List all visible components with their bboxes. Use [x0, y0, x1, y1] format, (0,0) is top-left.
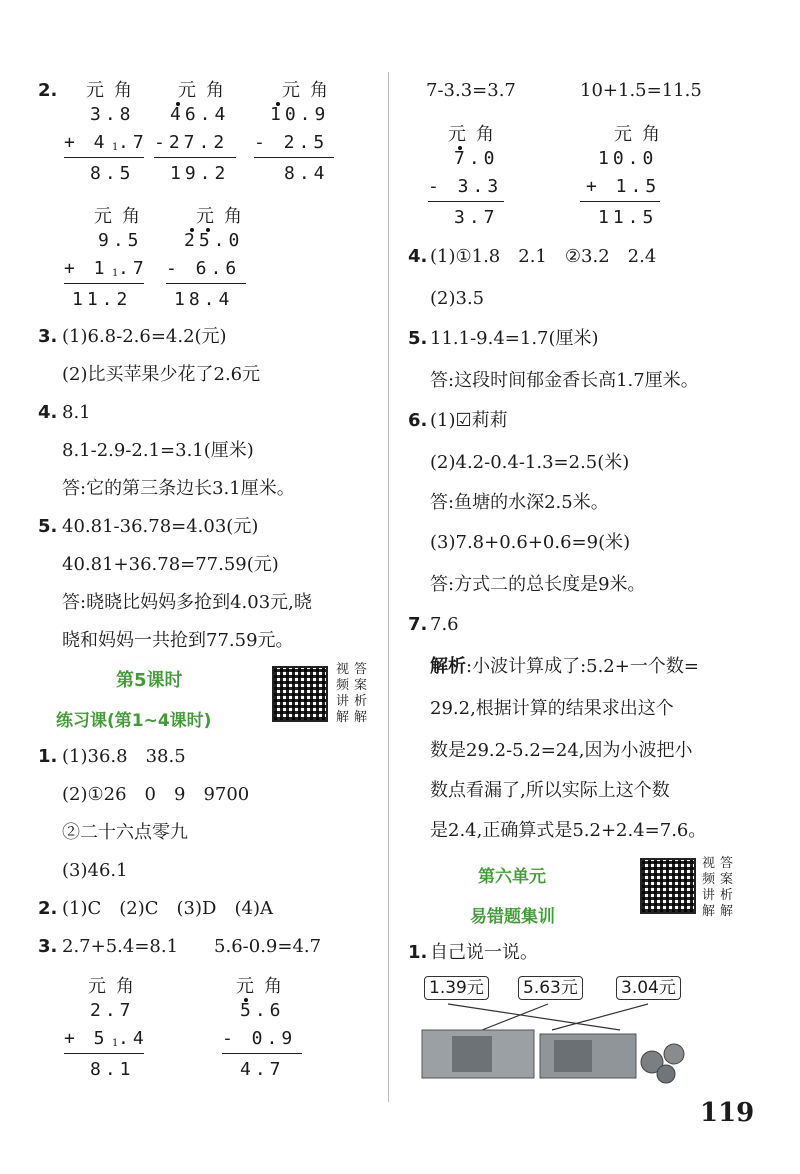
analysis-line [430, 656, 699, 678]
calc-top: 10.0 [598, 148, 658, 169]
qr-code-icon[interactable] [640, 858, 696, 914]
q4-label: 4. [408, 246, 428, 267]
answer-line: 7.6 [430, 614, 459, 635]
match-line [448, 1004, 620, 1030]
calc-rule [154, 157, 236, 158]
calc-op: + 1.5 [586, 176, 661, 197]
unit-header: 元角 [94, 206, 150, 227]
column-divider [388, 72, 389, 1102]
answer-line: (1)C (2)C (3)D (4)A [62, 898, 273, 919]
calc-result: 4.7 [240, 1059, 285, 1080]
match-line [552, 1004, 648, 1030]
calc-result: 8.4 [284, 163, 329, 184]
calc-rule [64, 1053, 144, 1054]
price-tag: 1.39元 [424, 976, 489, 1000]
banknote-portrait [554, 1040, 592, 1072]
answer-line: (2)①26 0 9 9700 [62, 784, 250, 805]
answer-line: (2)3.5 [430, 288, 485, 309]
calc-result: 11.2 [72, 289, 132, 310]
unit-header: 元角 [178, 80, 234, 101]
calc-result: 8.1 [90, 1059, 135, 1080]
answer-line: 自己说一说。 [430, 942, 538, 963]
p2-label: 2. [38, 898, 58, 919]
qr-caption-2: 答 案 析 解 [720, 856, 734, 919]
calc-op: -27.2 [154, 132, 229, 153]
calc-top: 46.4 [170, 104, 230, 125]
equation: 10+1.5=11.5 [580, 80, 702, 101]
qr-caption-1: 视 频 讲 解 [702, 856, 716, 919]
q5-label: 5. [38, 516, 58, 537]
coin-icon [664, 1044, 684, 1064]
equation: 7-3.3=3.7 [426, 80, 516, 101]
price-tag: 5.63元 [518, 976, 583, 1000]
answer-line: (1)6.8-2.6=4.2(元) [62, 326, 227, 347]
price-tag: 3.04元 [616, 976, 681, 1000]
analysis-line: 是2.4,正确算式是5.2+2.4=7.6。 [430, 820, 707, 841]
calc-top: 7.0 [454, 148, 499, 169]
q2-label: 2. [38, 80, 58, 101]
calc-op: + 5 [64, 1028, 109, 1049]
calc-rule [254, 157, 334, 158]
answer-line: 2.7+5.4=8.1 5.6-0.9=4.7 [62, 936, 322, 957]
calc-op: + 4 [64, 132, 109, 153]
calc-op-tail: .7 [118, 132, 148, 153]
answer-line: 40.81-36.78=4.03(元) [62, 516, 259, 537]
p1-label: 1. [38, 746, 58, 767]
calc-op: + 1 [64, 258, 109, 279]
qr-code-icon[interactable] [272, 666, 328, 722]
calc-rule [580, 201, 660, 202]
calc-top: 3.8 [90, 104, 135, 125]
calc-rule [222, 1053, 302, 1054]
analysis-label: 解析 [430, 656, 466, 677]
calc-rule [64, 157, 144, 158]
unit-subtitle: 易错题集训 [470, 907, 555, 927]
unit-header: 元角 [196, 206, 252, 227]
answer-line: 8.1 [62, 402, 91, 423]
analysis-line: 29.2,根据计算的结果求出这个 [430, 698, 674, 719]
calc-top: 5.6 [240, 1000, 285, 1021]
calc-top: 25.0 [184, 230, 244, 251]
answer-line: 答:晓晓比妈妈多抢到4.03元,晓 [62, 592, 312, 613]
analysis-line: 数点看漏了,所以实际上这个数 [430, 780, 670, 801]
unit-header: 元角 [614, 124, 670, 145]
calc-top: 9.5 [98, 230, 143, 251]
calc-top: 2.7 [90, 1000, 135, 1021]
calc-result: 18.4 [174, 289, 234, 310]
banknote-portrait [452, 1036, 492, 1072]
lesson-title: 第5课时 [116, 670, 183, 691]
answer-line: (1)☑莉莉 [430, 410, 508, 431]
answer-line: 晓和妈妈一共抢到77.59元。 [62, 630, 294, 651]
unit-header: 元角 [88, 976, 144, 997]
qr-caption-2: 答 案 析 解 [354, 662, 368, 725]
q4-label: 4. [38, 402, 58, 423]
p3-label: 3. [38, 936, 58, 957]
lesson-subtitle: 练习课(第1~4课时) [56, 711, 212, 731]
coin-icon [657, 1065, 675, 1083]
answer-line: 8.1-2.9-2.1=3.1(厘米) [62, 440, 254, 461]
answer-line: 答:鱼塘的水深2.5米。 [430, 492, 609, 513]
calc-rule [64, 283, 144, 284]
calc-op-tail: .4 [118, 1028, 148, 1049]
answer-line: (3)46.1 [62, 860, 128, 881]
answer-line: (3)7.8+0.6+0.6=9(米) [430, 532, 631, 553]
answer-line: (2)4.2-0.4-1.3=2.5(米) [430, 452, 630, 473]
answer-line: (1)①1.8 2.1 ②3.2 2.4 [430, 246, 657, 267]
calc-op-tail: .7 [118, 258, 148, 279]
calc-op: - 2.5 [254, 132, 329, 153]
answer-line: ②二十六点零九 [62, 822, 188, 843]
q3-label: 3. [38, 326, 58, 347]
e1-label: 1. [408, 942, 428, 963]
calc-result: 11.5 [598, 207, 658, 228]
calc-result: 3.7 [454, 207, 499, 228]
answer-line: (2)比买苹果少花了2.6元 [62, 364, 261, 385]
analysis-text: :小波计算成了:5.2+一个数= [466, 656, 699, 677]
carry-mark: 1 [112, 268, 119, 279]
analysis-line: 数是29.2-5.2=24,因为小波把小 [430, 740, 693, 761]
calc-result: 19.2 [170, 163, 230, 184]
calc-rule [428, 201, 504, 202]
match-line [482, 1004, 548, 1030]
unit-header: 元角 [448, 124, 504, 145]
calc-rule [166, 283, 246, 284]
unit-header: 元角 [282, 80, 338, 101]
calc-op: - 6.6 [166, 258, 241, 279]
calc-top: 10.9 [270, 104, 330, 125]
answer-line: 11.1-9.4=1.7(厘米) [430, 328, 599, 349]
answer-line: 答:这段时间郁金香长高1.7厘米。 [430, 370, 699, 391]
q7-label: 7. [408, 614, 428, 635]
carry-mark: 1 [112, 1038, 119, 1049]
calc-result: 8.5 [90, 163, 135, 184]
page-number: 119 [700, 1098, 755, 1128]
unit-title: 第六单元 [478, 867, 546, 887]
answer-line: 答:它的第三条边长3.1厘米。 [62, 478, 295, 499]
answer-line: 答:方式二的总长度是9米。 [430, 574, 646, 595]
q5-label: 5. [408, 328, 428, 349]
answer-line: 40.81+36.78=77.59(元) [62, 554, 279, 575]
calc-op: - 0.9 [222, 1028, 297, 1049]
unit-header: 元角 [236, 976, 292, 997]
carry-mark: 1 [112, 142, 119, 153]
unit-header: 元角 [86, 80, 142, 101]
money-matching-illustration [412, 996, 702, 1086]
calc-op: - 3.3 [428, 176, 503, 197]
q6-label: 6. [408, 410, 428, 431]
answer-line: (1)36.8 38.5 [62, 746, 186, 767]
qr-caption-1: 视 频 讲 解 [336, 662, 350, 725]
